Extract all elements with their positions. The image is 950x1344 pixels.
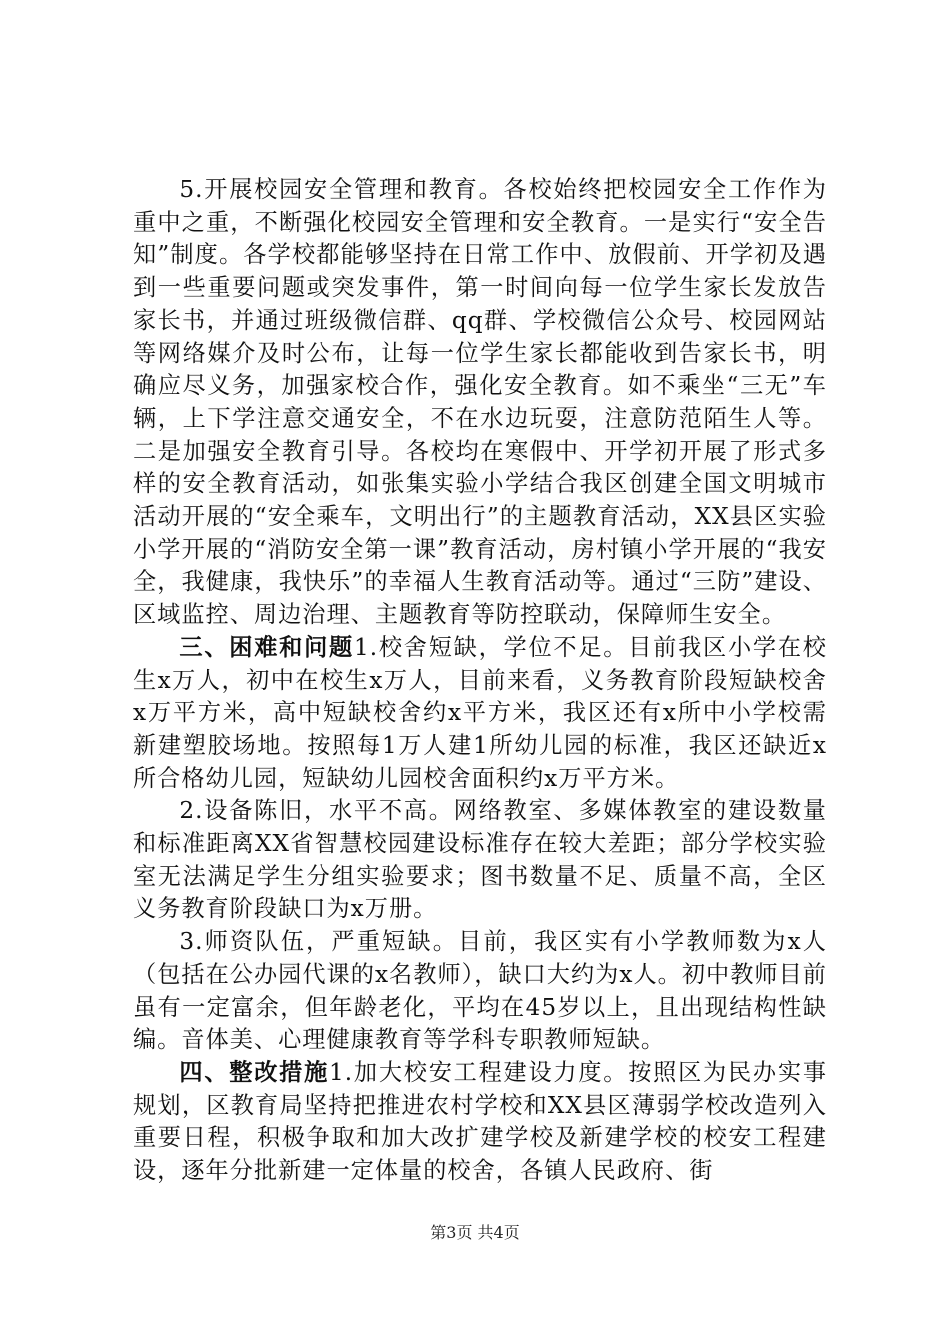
- paragraph-text: 2.设备陈旧，水平不高。网络教室、多媒体教室的建设数量和标准距离XX省智慧校园建设标准存在较大差距；部分学校实验室无法满足学生分组实验要求；图书数量不足、质量不高，全区义务教育阶段缺口为x万册。: [133, 797, 827, 923]
- paragraph-text: 1.加大校安工程建设力度。按照区为民办实事规划，区教育局坚持把推进农村学校和XX县区薄弱学校改造列入重要日程，积极争取和加大改扩建学校及新建学校的校安工程建设，逐年分批新建一定体量的校舍，各镇人民政府、街: [133, 1058, 828, 1185]
- paragraph-2: [133, 632, 827, 796]
- paragraph-text: 5.开展校园安全管理和教育。各校始终把校园安全工作作为重中之重，不断强化校园安全管理和安全教育。一是实行“安全告知”制度。各学校都能够坚持在日常工作中、放假前、开学初及遇到一些重要问题或突发事件，第一时间向每一位学生家长发放告家长书，并通过班级微信群、qq群、学校微信公众号、校园网站等网络媒介及时公布，让每一位学生家长都能收到告家长书，明确应尽义务，加强家校合作，强化安全教育。如不乘坐“三无”车辆，上下学注意交通安全，不在水边玩耍，注意防范陌生人等。二是加强安全教育引导。各校均在寒假中、开学初开展了形式多样的安全教育活动，如张集实验小学结合我区创建全国文明城市活动开展的“安全乘车，文明出行”的主题教育活动，XX县区实验小学开展的“消防安全第一课”教育活动，房村镇小学开展的“我安全，我健康，我快乐”的幸福人生教育活动等。通过“三防”建设、区域监控、周边治理、主题教育等防控联动，保障师生安全。: [133, 176, 827, 629]
- page-footer: 第3页 共4页: [430, 1223, 520, 1242]
- document-body: [133, 174, 827, 1188]
- paragraph-4: [133, 926, 827, 1057]
- paragraph-5: [133, 1057, 827, 1188]
- paragraph-text: 1.校舍短缺，学位不足。目前我区小学在校生x万人，初中在校生x万人，目前来看，义务教育阶段短缺校舍x万平方米，高中短缺校舍约x平方米，我区还有x所中小学校需新建塑胶场地。按照每1万人建1所幼儿园的标准，我区还缺近x所合格幼儿园，短缺幼儿园校舍面积约x万平方米。: [133, 633, 827, 792]
- paragraph-text: 3.师资队伍，严重短缺。目前，我区实有小学教师数为x人（包括在公办园代课的x名教师），缺口大约为x人。初中教师目前虽有一定富余，但年龄老化，平均在45岁以上，且出现结构性缺编。音体美、心理健康教育等学科专职教师短缺。: [133, 928, 827, 1054]
- paragraph-3: [133, 795, 827, 926]
- section-heading: 三、困难和问题: [179, 633, 354, 661]
- section-heading: 四、整改措施: [179, 1058, 330, 1086]
- paragraph-1: [133, 174, 827, 632]
